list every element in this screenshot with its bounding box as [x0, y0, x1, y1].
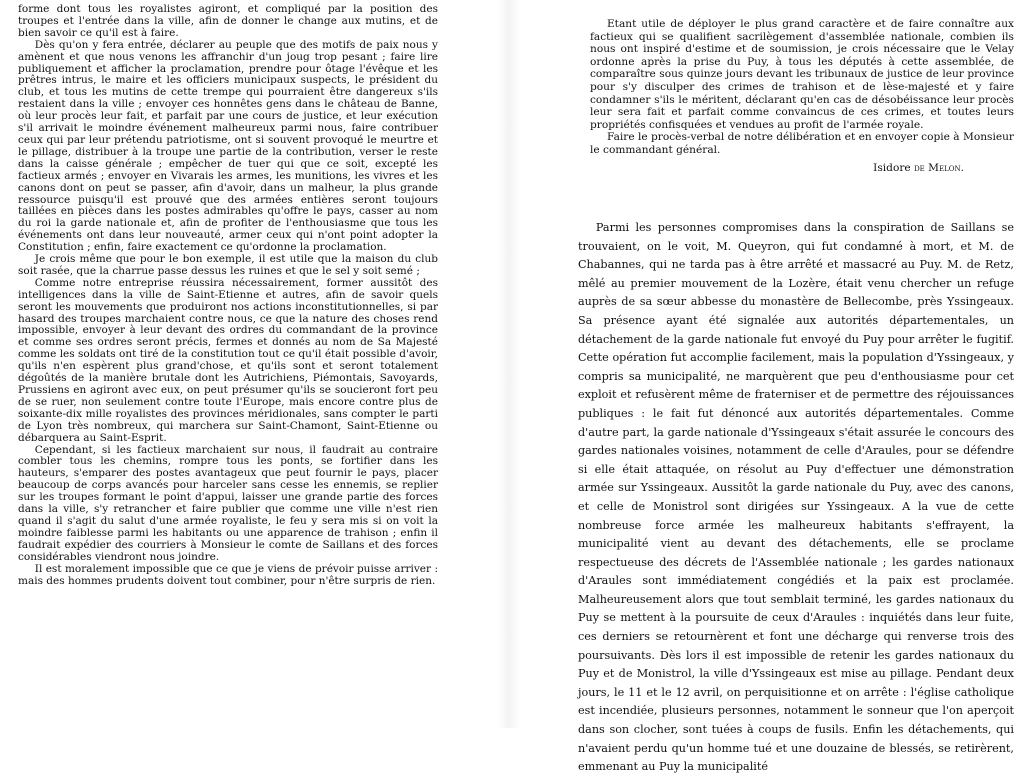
left-paragraph: Il est moralement impossible que ce que je viens de prévoir puisse arriver : mais des hommes prudents doivent tout combiner, pour n'être surpris de rien.: [18, 562, 438, 587]
left-paragraph: Dès qu'on y fera entrée, déclarer au peuple que des motifs de paix nous y amènent et que nous venons les affranchir d'un joug trop pesant ; faire lire publiquement et afficher la proclamation, prendre pour ôtage l'évêque et les prêtres intrus, le maire et les officiers municipaux suspects, le président du club, et tous les mutins de cette trempe qui pourraient être dangereux s'ils restaient dans la ville ; envoyer ces honnêtes gens dans le château de Banne, où leur procès leur fait, et parfait par une cours de justice, et leur exécution s'il arrivait le moindre événement malheureux parmi nous, faire contribuer ceux qui par leur prétendu patriotisme, ont si souvent provoqué le meurtre et le pillage, distribuer à la troupe une partie de la contribution, verser le reste dans la caisse générale ; empêcher de tuer qui que ce soit, excepté les factieux armés ; envoyer en Vivarais les armes, les munitions, les vivres et les canons dont on peut se passer, afin d'avoir, dans un malheur, la plus grande ressource puisqu'il est prouvé que des armées entières seront toujours taillées en pièces dans les postes admirables qu'offre le pays, casser au nom du roi la garde nationale et, afin de profiter de l'enthousiasme que tous les événements ont dans leur nouveauté, armer ceux qui n'ont point adopter la Constitution ; enfin, faire exactement ce qu'ordonne la proclamation.: [18, 38, 438, 254]
book-gutter: [498, 0, 520, 728]
signature: [590, 162, 1014, 175]
right-paragraph: Etant utile de déployer le plus grand caractère et de faire connaître aux factieux qui se qualifient sacrilègement d'assemblée nationale, combien ils nous ont inspiré d'estime et de soumission, je crois nécessaire que le Velay ordonne après la prise du Puy, à tous les députés à cette assemblée, de comparaître sous quinze jours devant les tribunaux de justice de leur province pour s'y disculper des crimes de trahison et de lèse-majesté et y faire condamner s'ils le méritent, déclarant qu'en cas de désobéissance leur procès leur sera fait et parfait comme convaincus de ces crimes, et toutes leurs propriétés confisquées et vendues au profit de l'armée royale.: [590, 18, 1014, 131]
right-page-top-text: [590, 18, 1014, 174]
right-paragraph: Faire le procès-verbal de notre délibération et en envoyer copie à Monsieur le commandant général.: [590, 131, 1014, 156]
right-body-paragraph: Parmi les personnes compromises dans la conspiration de Saillans se trouvaient, on le voit, M. Queyron, qui fut condamné à mort, et M. de Chabannes, qui ne tarda pas à être arrêté et massacré au Puy. M. de Retz, mêlé au premier mouvement de la Lozère, était venu chercher un refuge auprès de sa sœur abbesse du monastère de Bellecombe, près Yssingeaux. Sa présence ayant été signalée aux autorités départementales, un détachement de la garde nationale fut envoyé du Puy pour arrêter le fugitif. Cette opération fut accomplie facilement, mais la population d'Yssingeaux, y compris sa municipalité, ne marquèrent que peu d'enthousiasme pour cet exploit et refusèrent même de fraterniser et de permettre des réjouissances publiques : le fait fut dénoncé aux autorités départementales. Comme d'autre part, la garde nationale d'Yssingeaux s'était assurée le concours des gardes nationales voisines, notamment de celle d'Araules, pour se défendre si elle était attaquée, on résolut au Puy d'effectuer une démonstration armée sur Yssingeaux. Aussitôt la garde nationale du Puy, avec des canons, et celle de Monistrol sont dirigées sur Yssingeaux. A la vue de cette nombreuse force armée les malheureux habitants s'effrayent, la municipalité vient au devant des détachements, elle se proclame respectueuse des décrets de l'Assemblée nationale ; les gardes nationaux d'Araules sont immédiatement congédiés et la paix est proclamée. Malheureusement alors que tout semblait terminé, les gardes nationaux du Puy se mettent à la poursuite de ceux d'Araules : inquiétés dans leur fuite, ces derniers se retournèrent et font une décharge qui renverse trois des poursuivants. Dès lors il est impossible de retenir les gardes nationaux du Puy et de Monistrol, la ville d'Yssingeaux est mise au pillage. Pendant deux jours, le 11 et le 12 avril, on perquisitionne et on arrête : l'église catholique est incendiée, plusieurs personnes, notamment le sonneur que l'on aperçoit dans son clocher, sont tuées à coups de fusils. Enfin les détachements, qui n'avaient perdu qu'un homme tué et une douzaine de blessés, se retirèrent, emmenant au Puy la municipalité: [578, 221, 1014, 774]
left-paragraph: Cependant, si les factieux marchaient sur nous, il faudrait au contraire combler tous les chemins, rompre tous les ponts, se fortifier dans les hauteurs, s'emparer des postes avantageux que peut fournir le pays, placer beaucoup de corps avancés pour harceler sans cesse les ennemis, se replier sur les troupes formant le point d'appui, laisser une grande partie des forces dans la ville, s'y retrancher et faire publier que comme une ville n'est rien quand il s'agit du salut d'une armée royaliste, le feu y sera mis si on voit la moindre faiblesse parmi les habitants ou une apparence de trahison ; enfin il faudrait expédier des courriers à Monsieur le comte de Saillans et des forces considérables viendront nous joindre.: [18, 443, 438, 563]
right-page-body-text: [578, 219, 1014, 777]
signature-last-name: de Melon.: [914, 161, 964, 174]
left-paragraph: Je crois même que pour le bon exemple, il est utile que la maison du club soit rasée, que la charrue passe dessus les ruines et que le sel y soit semé ;: [18, 253, 438, 277]
left-paragraph: Comme notre entreprise réussira nécessairement, former aussitôt des intelligences dans la ville de Saint-Etienne et autres, afin de savoir quels seront les mouvements que produiront nos actions inconstitutionnelles, si par hasard des troupes marchaient contre nous, ce que la nature des choses rend impossible, envoyer à leur devant des ordres du commandant de la province et comme ses ordres seront précis, fermes et donnés au nom de Sa Majesté comme les soldats ont tiré de la constitution tout ce qu'il était possible d'avoir, qu'ils n'en espèrent plus grand'chose, et qu'ils sont et seront totalement dégoûtés de la manière brutale dont les Autrichiens, Piémontais, Savoyards, Prussiens en agiront avec eux, on peut présumer qu'ils se soucieront fort peu de se ruer, non seulement contre toute l'Europe, mais encore contre plus de soixante-dix mille royalistes des provinces méridionales, sans compter le parti de Lyon très nombreux, qui marchera sur Saint-Chamont, Saint-Etienne ou débarquera au Saint-Esprit.: [18, 276, 438, 444]
left-page-text: [18, 4, 438, 587]
left-paragraph: forme dont tous les royalistes agiront, et compliqué par la position des troupes et l'entrée dans la ville, afin de donner le change aux mutins, et de bien savoir ce qu'il est à faire.: [18, 3, 438, 39]
signature-first-name: Isidore: [873, 161, 911, 174]
